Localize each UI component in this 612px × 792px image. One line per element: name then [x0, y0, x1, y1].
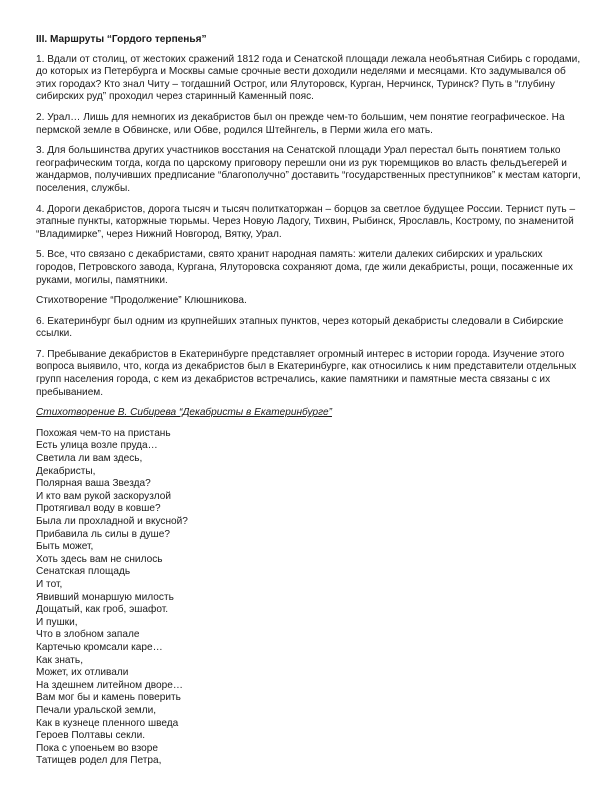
poem-line: Быть может, [36, 541, 94, 553]
poem-line: Вам мог бы и камень поверить [36, 692, 181, 704]
paragraph-1: 1. Вдали от столиц, от жестоких сражений 1812 года и Сенатской площади лежала необъятная Сибирь с городами, до которых из Петербурга и Москвы самые срочные вести доходили неделями и месяцами. Кто задумывался об этих городах? Кто знал Читу – тогдашний Острог, или Ялуторовск, Курган, Нерчинск, Туринск? Путь в “глубину сибирских руд” проходил через старинный Каменный пояс. [36, 53, 581, 103]
poem-line: Светила ли вам здесь, [36, 453, 143, 465]
poem-line: И тот, [36, 578, 63, 590]
paragraph-2: 2. Урал… Лишь для немногих из декабристов был он прежде чем-то большим, чем понятие географическое. На пермской земле в Обвинске, или Обве, родился Штейнгель, в Перми жила его мать. [36, 111, 565, 136]
poem [36, 428, 584, 768]
poem-title: Стихотворение В. Сибирева “Декабристы в Екатеринбурге” [36, 407, 332, 419]
poem-line: Прибавила ль силы в душе? [36, 528, 170, 540]
poem-line: Героев Полтавы секли. [36, 730, 146, 742]
poem-line: Была ли прохладной и вкусной? [36, 516, 188, 527]
poem-line: Татищев родел для Петра, [36, 755, 162, 767]
poem-line: Декабристы, [36, 465, 96, 477]
poem-line: Как в кузнеце пленного шведа [36, 717, 179, 729]
poem-line: Сенатская площадь [36, 566, 131, 578]
poem-line: На здешнем литейном дворе… [36, 679, 183, 691]
paragraph-6: 6. Екатеринбург был одним из крупнейших этапных пунктов, через который декабристы следовали в Сибирские ссылки. [36, 315, 564, 340]
poem-line: Похожая чем-то на пристань [36, 427, 171, 439]
poem-line: Протягивал воду в ковше? [36, 503, 161, 515]
poem-line: Хоть здесь вам не снилось [36, 553, 163, 565]
section-heading: III. Маршруты “Гордого терпенья” [36, 34, 207, 45]
poem-line: И кто вам рукой заскорузлой [36, 490, 172, 502]
poem-line: Полярная ваша Звезда? [36, 478, 151, 490]
poem-line: И пушки, [36, 616, 78, 628]
poem-line: Может, их отливали [36, 667, 129, 679]
paragraph-4: 4. Дороги декабристов, дорога тысяч и тысяч политкаторжан – борцов за светлое будущее России. Тернист путь – этапные пункты, каторжные тюрьмы. Через Новую Ладогу, Тихвин, Рыбинск, Ярославль, Кострому, по знаменитой “Владимирке”, через Нижний Новгород, Вятку, Урал. [36, 203, 576, 240]
paragraph-7: 7. Пребывание декабристов в Екатеринбурге представляет огромный интерес в истории города. Изучение этого вопроса выявило, что, когда из декабристов был в Екатеринбурге, как относились к ним представители отдельных групп населения города, с кем из декабристов встречались, какие памятники и памятные места связаны с их пребыванием. [36, 348, 577, 398]
poem-line: Есть улица возле пруда… [36, 440, 158, 452]
poem-line: Дощатый, как гроб, эшафот. [36, 604, 169, 616]
paragraph-5: 5. Все, что связано с декабристами, свято хранит народная память: жители далеких сибирских и уральских городов, Петровского завода, Кургана, Ялуторовска сохраняют дома, где жили декабристы, рощи, посаженные их руками, могилы, памятники. [36, 249, 573, 286]
poem-line: Картечью кромсали каре… [36, 641, 163, 653]
paragraphs [36, 54, 584, 400]
poem-line: Печали уральской земли, [36, 704, 157, 716]
poem-line: Пока с упоеньем во взоре [36, 742, 158, 754]
poem-line: Как знать, [36, 654, 83, 666]
poem-line: Что в злобном запале [36, 629, 140, 641]
poem-line: Явивший монаршую милость [36, 591, 174, 603]
poem-reference: Стихотворение “Продолжение” Клюшникова. [36, 295, 247, 307]
paragraph-3: 3. Для большинства других участников восстания на Сенатской площади Урал перестал быть понятием только географическим тогда, когда по царскому приговору перешли они из рук тюремщиков во власть фельдъегерей и жандармов, получивших предписание “благополучно” доставить “государственных преступников” к местам каторги, поселения, службы. [36, 145, 581, 194]
